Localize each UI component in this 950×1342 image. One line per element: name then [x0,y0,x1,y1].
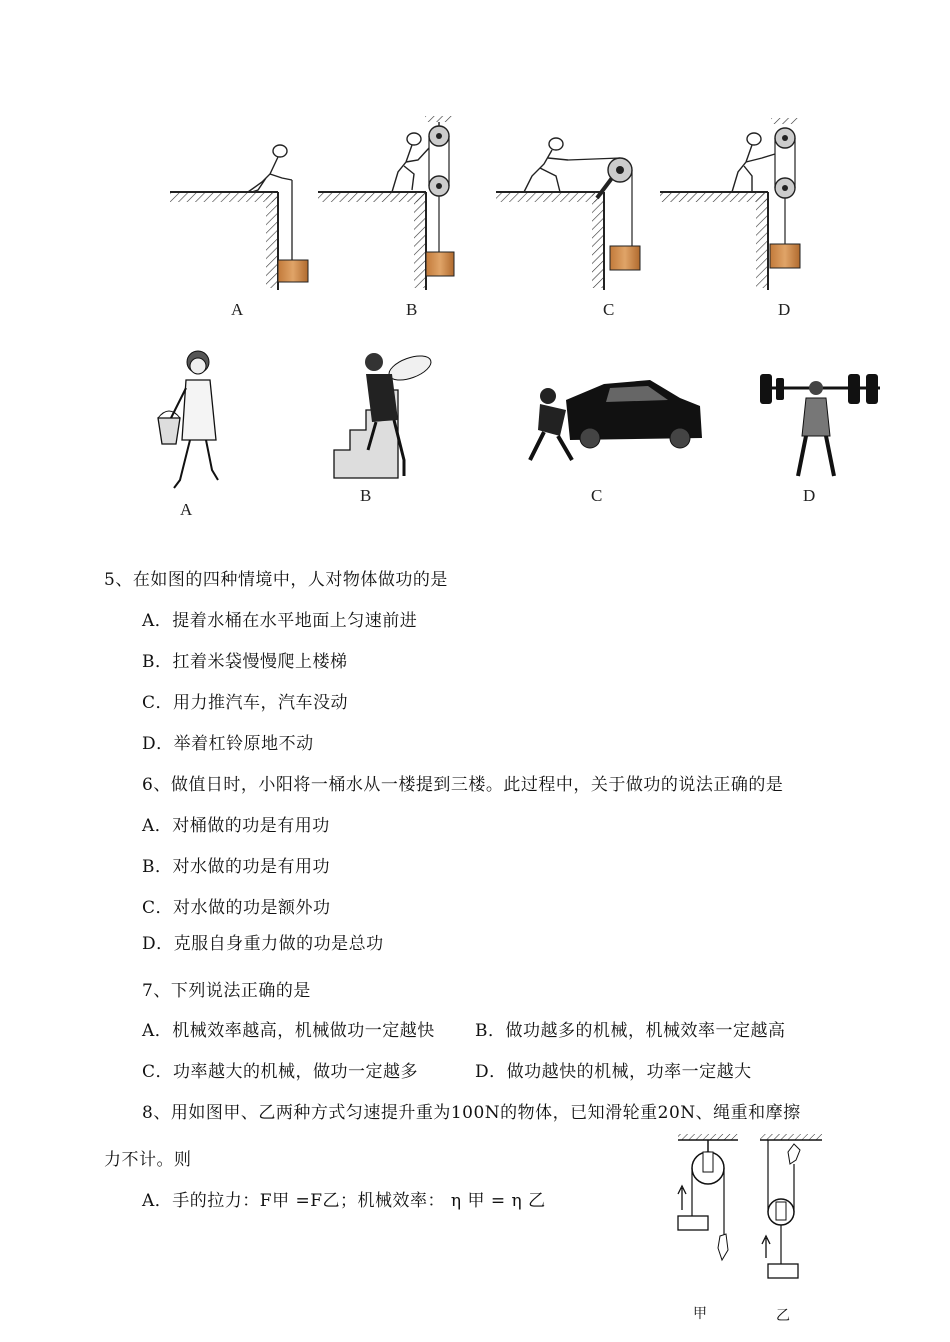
q5-option-a: A．提着水桶在水平地面上匀速前进 [142,611,418,631]
weightlifter-illustration [760,374,880,476]
q6-option-b: B．对水做的功是有用功 [142,857,330,877]
person-label-b: B [360,486,372,505]
person-label-c: C [591,486,603,505]
scene-a [170,145,308,290]
scene-label-b: B [406,300,418,319]
person-sack-stairs-illustration [334,351,434,478]
q6-stem: 6、做值日时，小阳将一桶水从一楼提到三楼。此过程中，关于做功的说法正确的是 [142,775,784,795]
person-bucket-illustration [158,351,218,488]
q6-option-c: C．对水做的功是额外功 [142,898,331,918]
q8-option-a: A．手的拉力：F甲 =F乙；机械效率： η 甲 = η 乙 [142,1191,546,1211]
q7-stem: 7、下列说法正确的是 [142,981,311,1001]
q7-option-a: A．机械效率越高，机械做功一定越快 [142,1021,435,1041]
q8-stem-line1: 8、用如图甲、乙两种方式匀速提升重为100N的物体，已知滑轮重20N、绳重和摩擦 [142,1103,801,1123]
q7-option-d: D．做功越快的机械，功率一定越大 [475,1062,752,1082]
fixed-pulley-setup [678,1134,738,1260]
scene-d [660,118,800,290]
scene-label-d: D [778,300,791,319]
person-label-d: D [803,486,816,505]
pulley-label-yi: 乙 [776,1308,790,1324]
q5-option-c: C．用力推汽车，汽车没动 [142,693,349,713]
q8-stem-line2: 力不计。则 [104,1150,192,1170]
q6-option-d: D．克服自身重力做的功是总功 [142,934,384,954]
q5-option-d: D．举着杠铃原地不动 [142,734,314,754]
scene-c [496,138,640,290]
scene-label-c: C [603,300,615,319]
pulley-label-jia: 甲 [693,1306,707,1322]
q5-stem: 5、在如图的四种情境中，人对物体做功的是 [104,570,448,590]
person-label-a: A [180,500,193,519]
movable-pulley-setup [760,1134,822,1278]
q7-option-c: C．功率越大的机械，做功一定越多 [142,1062,419,1082]
scene-b [318,116,454,290]
scene-label-a: A [231,300,244,319]
pulley-comparison-diagram [670,1130,830,1300]
q6-option-a: A．对桶做的功是有用功 [142,816,330,836]
person-pushing-car-illustration [530,380,702,460]
q5-option-b: B．扛着米袋慢慢爬上楼梯 [142,652,348,672]
q7-option-b: B．做功越多的机械，机械效率一定越高 [475,1021,786,1041]
